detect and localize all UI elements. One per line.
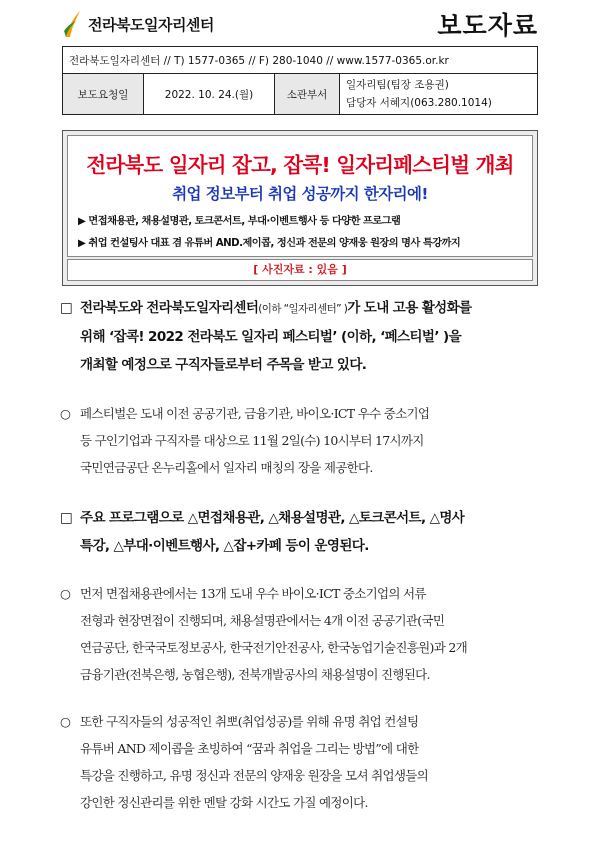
headline-title: 전라북도 일자리 잡고, 잡콕! 일자리페스티벌 개최 [86,153,514,177]
dept-value [340,74,538,115]
dept-label: 소관부서 [275,74,340,115]
org-name: 전라북도일자리센터 [88,15,214,34]
circle-bullet: ○ [60,586,71,601]
org-logo [62,8,214,40]
headline-inner [67,135,533,257]
square-bullet: □ [60,300,73,316]
paragraph-4: ○ 먼저 면접채용관에서는 13개 도내 우수 바이오·ICT 중소기업의 서류 전형과 현장면접이 진행되며, 채용설명관에서는 4개 이전 공공기관(국민 연금공단, 한국국토정보공사, 한국전기안전공사, 한국농업기술진흥원)과 2개 금융기관(전북은행, 농협은행), 전북개발공사의 채용설명이 진행된다. [60,580,550,688]
contact-line: 전라북도일자리센터 // T) 1577-0365 // F) 280-1040 // www.1577-0365.or.kr [63,47,538,74]
date-label: 보도요청일 [63,74,144,115]
date-value: 2022. 10. 24.(월) [144,74,275,115]
headline-subtitle: 취업 정보부터 취업 성공까지 한자리에! [172,185,428,203]
paragraph-2: ○ 페스티벌은 도내 이전 공공기관, 금융기관, 바이오·ICT 우수 중소기업 등 구인기업과 구직자를 대상으로 11월 2일(수) 10시부터 17시까지 국민연금공단 온누리홀에서 일자리 매칭의 장을 제공한다. [60,400,550,481]
paragraph-3: □ 주요 프로그램으로 △면접채용관, △채용설명관, △토크콘서트, △명사 특강, △부대·이벤트행사, △잡+카페 등이 운영된다. [60,504,550,560]
circle-bullet: ○ [60,714,71,729]
paragraph-5: ○ 또한 구직자들의 성공적인 취뽀(취업성공)를 위해 유명 취업 컨설팅 유튜버 AND 제이콥을 초빙하여 “꿈과 취업을 그리는 방법”에 대한 특강을 진행하고, 유명 정신과 전문의 양재웅 원장을 모셔 취업생들의 강인한 정신관리를 위한 멘탈 강화 시간도 가질 예정이다. [60,708,550,816]
dept-line2: 담당자 서혜지(063.280.1014) [346,97,492,109]
square-bullet: □ [60,510,73,526]
circle-bullet: ○ [60,406,71,421]
contact-table [62,46,538,115]
headline-bullet-1: ▶ 면접채용관, 채용설명관, 토크콘서트, 부대·이벤트행사 등 다양한 프로그램 [78,216,401,227]
leaf-logo-icon [62,9,82,39]
doc-type-title: 보도자료 [437,11,538,40]
photo-note: [ 사진자료 : 있음 ] [67,259,533,281]
dept-line1: 일자리팀(팀장 조용권) [346,79,449,91]
headline-box [62,130,538,286]
paragraph-1: □ 전라북도와 전라북도일자리센터(이하 “일자리센터” )가 도내 고용 활성화를 위해 ‘잡콕! 2022 전라북도 일자리 페스티벌’ (이하, ‘페스티벌’ )을 개최할 예정으로 구직자들로부터 주목을 받고 있다. [60,294,550,379]
headline-bullet-2: ▶ 취업 컨설팅사 대표 겸 유튜버 AND.제이콥, 정신과 전문의 양재웅 원장의 명사 특강까지 [78,238,461,249]
